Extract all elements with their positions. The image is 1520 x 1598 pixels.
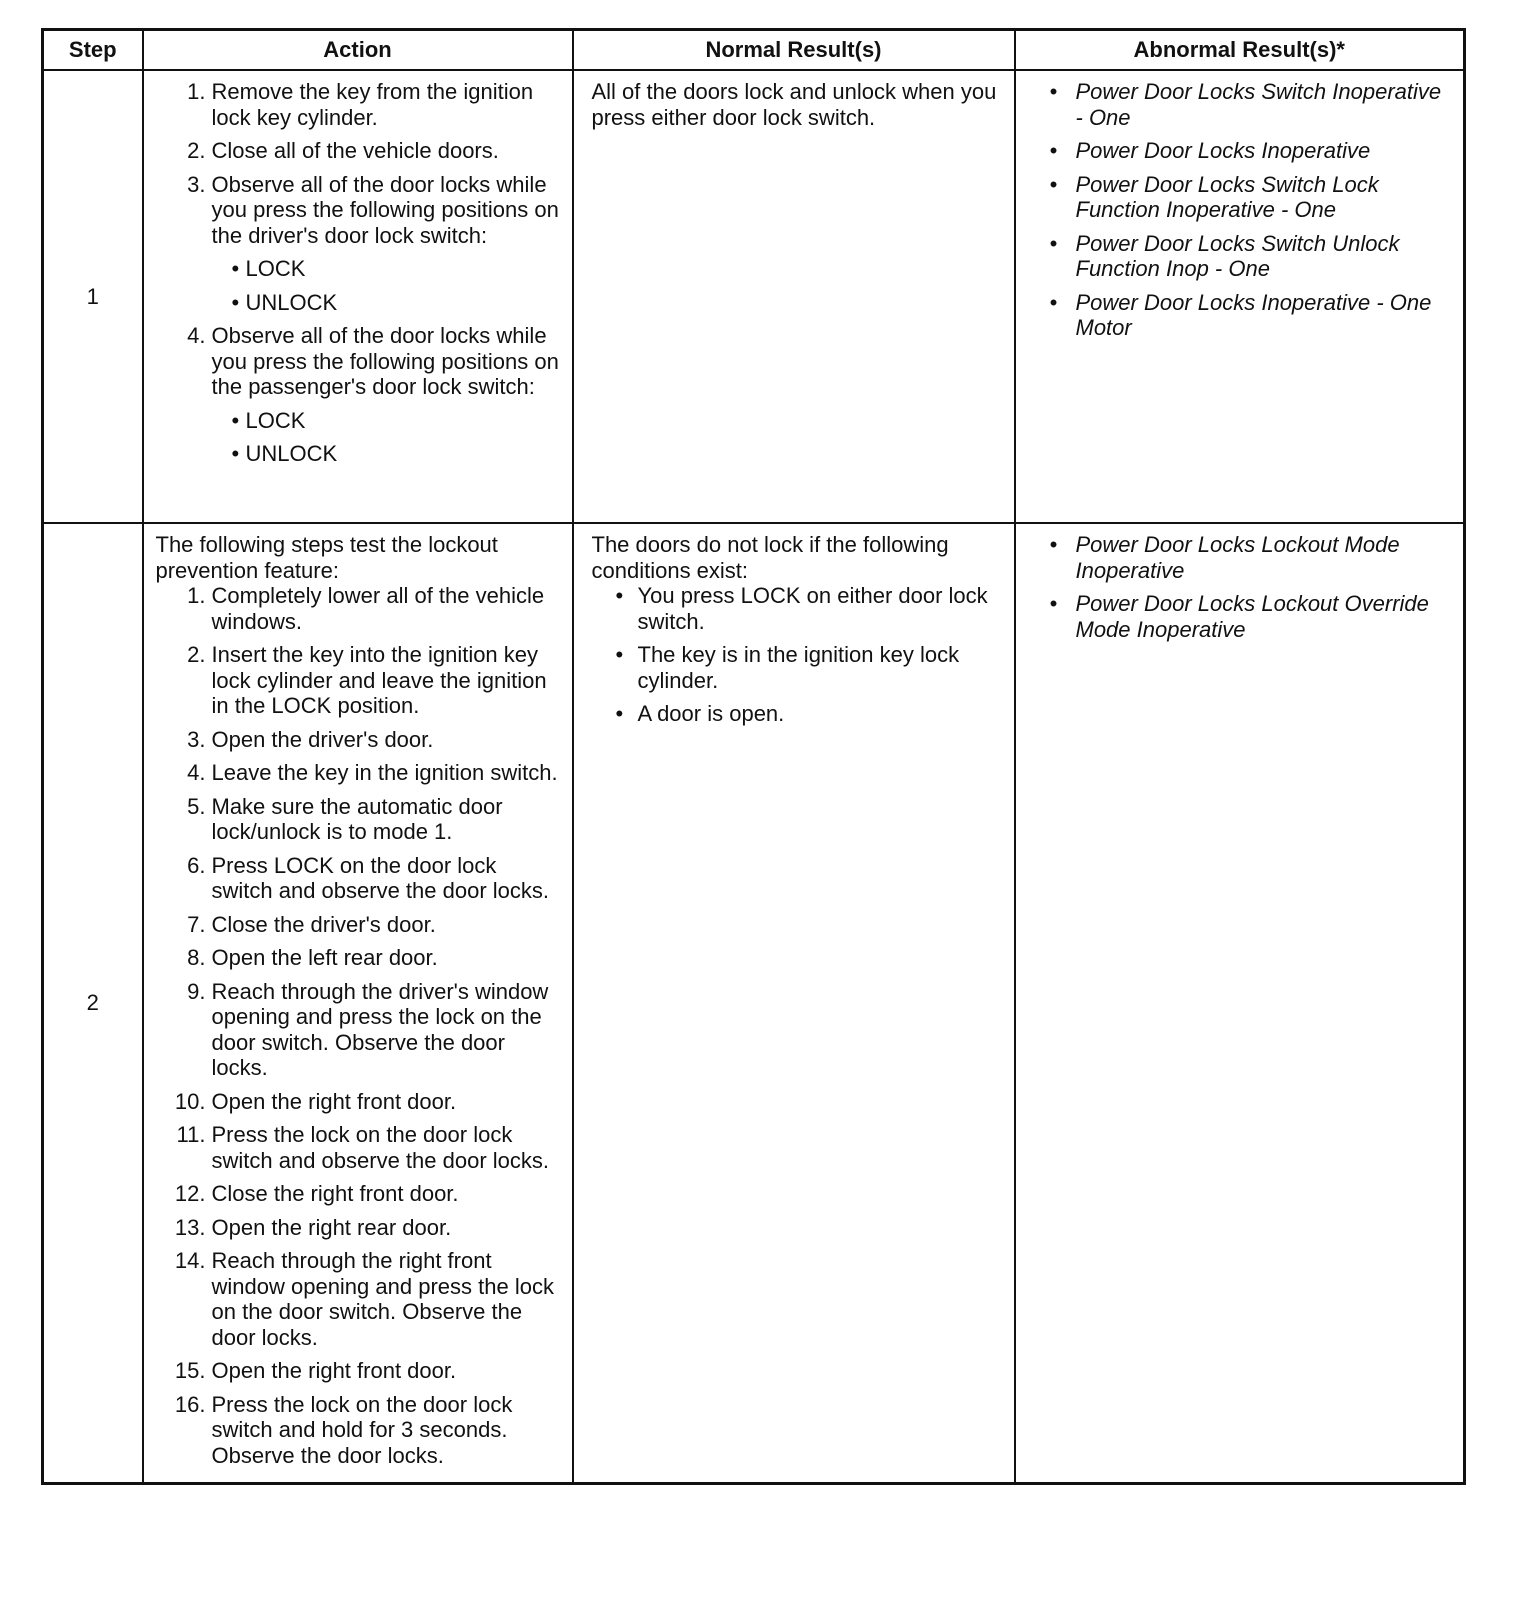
action-item: 11. Press the lock on the door lock switch and observe the door locks. (176, 1122, 550, 1173)
action-subitem: • LOCK (231, 407, 306, 433)
action-item: 7. Close the driver's door. (187, 911, 436, 937)
action-item: 8. Open the left rear door. (187, 945, 438, 970)
action-item: 10. Open the right front door. (174, 1088, 457, 1114)
normal-result-bullet: • A door is open. (615, 701, 785, 726)
step-number: 2 (43, 523, 143, 1484)
action-cell (143, 70, 573, 523)
normal-result-cell (573, 523, 1015, 1484)
action-item: 6. Press LOCK on the door lock switch and observe the door locks. (187, 852, 550, 903)
header-abnormal-results: Abnormal Result(s)* (1015, 30, 1465, 71)
action-item: 16. Press the lock on the door lock switch and hold for 3 seconds. Observe the door locks. (174, 1391, 513, 1468)
abnormal-result-cell (1015, 70, 1465, 523)
action-item: 2. Insert the key into the ignition key lock cylinder and leave the ignition in the LOCK position. (187, 642, 547, 718)
header-step: Step (43, 30, 143, 71)
action-item: 14. Reach through the right front window opening and press the lock on the door switch. Observe the door locks. (174, 1248, 554, 1350)
action-subitem: • UNLOCK (231, 441, 338, 466)
action-item: 1. Remove the key from the ignition lock key cylinder. (187, 79, 534, 130)
action-item: 2. Close all of the vehicle doors. (187, 138, 499, 163)
action-item: 1. Completely lower all of the vehicle windows. (187, 583, 545, 634)
table-row-step-2 (43, 523, 1465, 1484)
action-item: 4. Observe all of the door locks while you press the following positions on the passenger's door lock switch: (187, 323, 559, 399)
action-intro: The following steps test the lockout prevention feature: (155, 532, 498, 583)
action-item: 9. Reach through the driver's window opening and press the lock on the door switch. Observe the door locks. (187, 978, 549, 1080)
action-item: 3. Observe all of the door locks while you press the following positions on the driver's door lock switch: (187, 171, 559, 248)
diagnostic-table (41, 28, 1466, 1485)
header-action: Action (143, 30, 573, 71)
abnormal-result-link[interactable]: • Power Door Locks Inoperative - One Motor (1049, 289, 1432, 340)
abnormal-result-link[interactable]: • Power Door Locks Switch Lock Function Inoperative - One (1049, 171, 1379, 222)
abnormal-result-link[interactable]: • Power Door Locks Lockout Mode Inoperative (1049, 532, 1400, 583)
action-item: 13. Open the right rear door. (174, 1214, 452, 1240)
normal-result-text: The doors do not lock if the following conditions exist: (591, 532, 949, 583)
action-subitem: • LOCK (231, 256, 306, 281)
abnormal-result-link[interactable]: • Power Door Locks Inoperative (1049, 138, 1371, 163)
normal-result-text: All of the doors lock and unlock when you press either door lock switch. (591, 79, 997, 130)
abnormal-result-cell (1015, 523, 1465, 1484)
action-item: 4. Leave the key in the ignition switch. (187, 760, 558, 785)
table-row-step-1 (43, 70, 1465, 523)
action-item: 5. Make sure the automatic door lock/unlock is to mode 1. (187, 793, 503, 844)
normal-result-bullet: • You press LOCK on either door lock switch. (615, 583, 988, 634)
normal-result-bullet: • The key is in the ignition key lock cylinder. (615, 642, 960, 693)
abnormal-result-link[interactable]: • Power Door Locks Switch Unlock Function Inop - One (1049, 230, 1400, 281)
normal-result-cell (573, 70, 1015, 523)
action-item: 12. Close the right front door. (174, 1181, 459, 1206)
abnormal-result-link[interactable]: • Power Door Locks Lockout Override Mode Inoperative (1049, 591, 1429, 642)
header-row (43, 30, 1465, 71)
action-item: 3. Open the driver's door. (187, 726, 434, 752)
step-number: 1 (43, 70, 143, 523)
header-normal-results: Normal Result(s) (573, 30, 1015, 71)
action-cell (143, 523, 573, 1484)
action-item: 15. Open the right front door. (174, 1358, 457, 1383)
action-subitem: • UNLOCK (231, 289, 338, 315)
abnormal-result-link[interactable]: • Power Door Locks Switch Inoperative - One (1049, 79, 1442, 130)
